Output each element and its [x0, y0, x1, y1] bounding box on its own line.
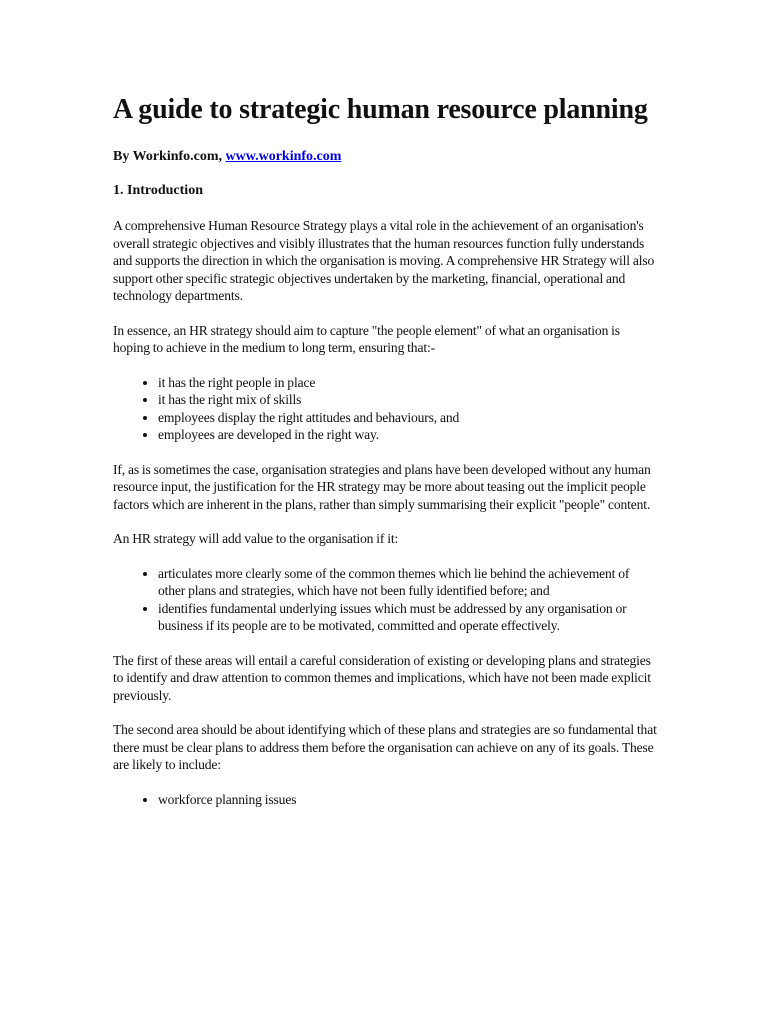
list-item: • workforce planning issues — [158, 791, 658, 809]
paragraph-3: If, as is sometimes the case, organisation strategies and plans have been developed without any human resource input, the justification for the HR strategy may be more about teasing out the implicit people factors which are inherent in the plans, rather than simply summarising their explicit "people" content. — [113, 461, 651, 512]
byline-prefix: By Workinfo.com, — [113, 149, 226, 164]
bullet-list-1 — [113, 374, 658, 444]
paragraph-4: An HR strategy will add value to the organisation if it: — [113, 531, 399, 546]
paragraph-2: In essence, an HR strategy should aim to capture "the people element" of what an organisation is hoping to achieve in the medium to long term, ensuring that:- — [113, 322, 620, 355]
list-item: • it has the right mix of skills — [158, 391, 658, 409]
paragraph-1: A comprehensive Human Resource Strategy plays a vital role in the achievement of an organisation's overall strategic objectives and visibly illustrates that the human resources function fully understands and supports the direction in which the organisation is moving. A comprehensive HR Strategy will also support other specific strategic objectives undertaken by the marketing, financial, operational and technology departments. — [113, 218, 655, 303]
document-title: A guide to strategic human resource planning — [113, 94, 648, 125]
document-page — [113, 92, 658, 825]
byline — [113, 148, 658, 166]
paragraph-6: The second area should be about identifying which of these plans and strategies are so fundamental that there must be clear plans to address them before the organisation can achieve on any of its goals. These are likely to include: — [113, 722, 657, 772]
paragraph-5: The first of these areas will entail a careful consideration of existing or developing plans and strategies to identify and draw attention to common themes and implications, which have not been made explicit previously. — [113, 652, 651, 703]
bullet-list-3 — [113, 791, 658, 809]
workinfo-link[interactable]: www.workinfo.com — [225, 149, 342, 164]
list-item: • it has the right people in place — [158, 374, 658, 392]
list-item: • articulates more clearly some of the common themes which lie behind the achievement of other plans and strategies, which have not been fully identified before; and — [158, 565, 658, 600]
list-item: • employees display the right attitudes and behaviours, and — [158, 409, 658, 427]
section-heading-introduction: 1. Introduction — [113, 183, 203, 198]
list-item: • identifies fundamental underlying issues which must be addressed by any organisation or business if its people are to be motivated, committed and operate effectively. — [158, 600, 658, 635]
list-item: • employees are developed in the right way. — [158, 426, 658, 444]
bullet-list-2 — [113, 565, 658, 635]
